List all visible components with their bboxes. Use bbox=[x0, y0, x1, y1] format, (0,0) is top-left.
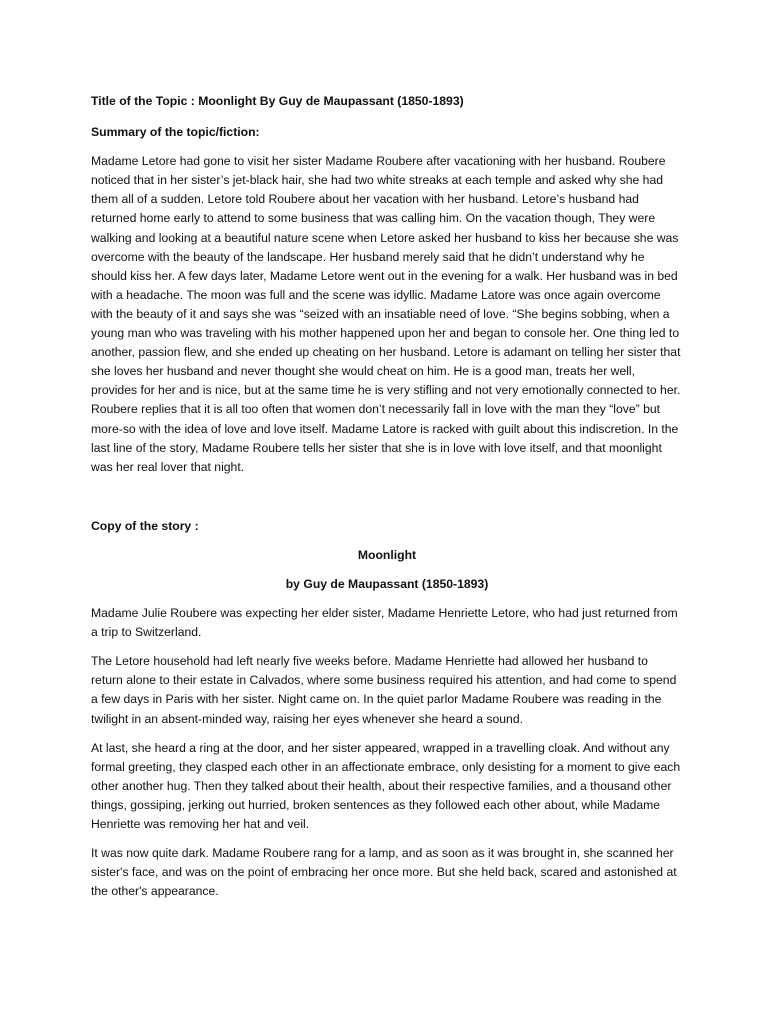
story-paragraph: The Letore household had left nearly five weeks before. Madame Henriette had allowed her husband to return alone to their estate in Calvados, where some business required his attention, and had come to spend a few days in Paris with her sister. Night came on. In the quiet parlor Madame Roubere was reading in the twilight in an absent-minded way, raising her eyes whenever she heard a sound. bbox=[91, 654, 677, 726]
story-title: Moonlight bbox=[357, 547, 417, 562]
story-paragraph: At last, she heard a ring at the door, and her sister appeared, wrapped in a travelling cloak. And without any formal greeting, they clasped each other in an affectionate embrace, only desisting for a moment to give each other another hug. Then they talked about their health, about their respective families, and a thousand other things, gossiping, jerking out hurried, broken sentences as they followed each other about, while Madame Henriette was removing her hat and veil. bbox=[91, 740, 681, 831]
section-spacer bbox=[91, 477, 683, 517]
story-paragraph: It was now quite dark. Madame Roubere rang for a lamp, and as soon as it was brought in, she scanned her sister's face, and was on the point of embracing her once more. But she held back, scared and astonished at the other's appearance. bbox=[91, 846, 677, 899]
copy-heading: Copy of the story : bbox=[91, 518, 199, 533]
document-content bbox=[91, 92, 683, 911]
story-byline: by Guy de Maupassant (1850-1893) bbox=[285, 576, 489, 591]
summary-paragraph: Madame Letore had gone to visit her sister Madame Roubere after vacationing with her husband. Roubere noticed that in her sister’s jet-black hair, she had two white streaks at each temple and asked why she had them all of a sudden. Letore told Roubere about her vacation with her husband. Letore’s husband had returned home early to attend to some business that was calling him. On the vacation though, They were walking and looking at a beautiful nature scene when Letore asked her husband to kiss her because she was overcome with the beauty of the landscape. Her husband merely said that he didn’t understand why he should kiss her. A few days later, Madame Letore went out in the evening for a walk. Her husband was in bed with a headache. The moon was full and the scene was idyllic. Madame Latore was once again overcome with the beauty of it and says she was “seized with an insatiable need of love. “She begins sobbing, when a young man who was traveling with his mother happened upon her and began to console her. One thing led to another, passion flew, and she ended up cheating on her husband. Letore is adamant on telling her sister that she loves her husband and never thought she would cheat on him. He is a good man, treats her well, provides for her and is nice, but at the same time he is very stifling and not very emotionally connected to her. Roubere replies that it is all too often that women don’t necessarily fall in love with the man they “love” but more-so with the idea of love and love itself. Madame Latore is racked with guilt about this indiscretion. In the last line of the story, Madame Roubere tells her sister that she is in love with love itself, and that moonlight was her real lover that night. bbox=[91, 154, 681, 474]
summary-heading: Summary of the topic/fiction: bbox=[91, 125, 260, 140]
topic-title: Title of the Topic : Moonlight By Guy de Maupassant (1850-1893) bbox=[91, 94, 464, 108]
story-paragraph: Madame Julie Roubere was expecting her elder sister, Madame Henriette Letore, who had just returned from a trip to Switzerland. bbox=[91, 606, 678, 640]
